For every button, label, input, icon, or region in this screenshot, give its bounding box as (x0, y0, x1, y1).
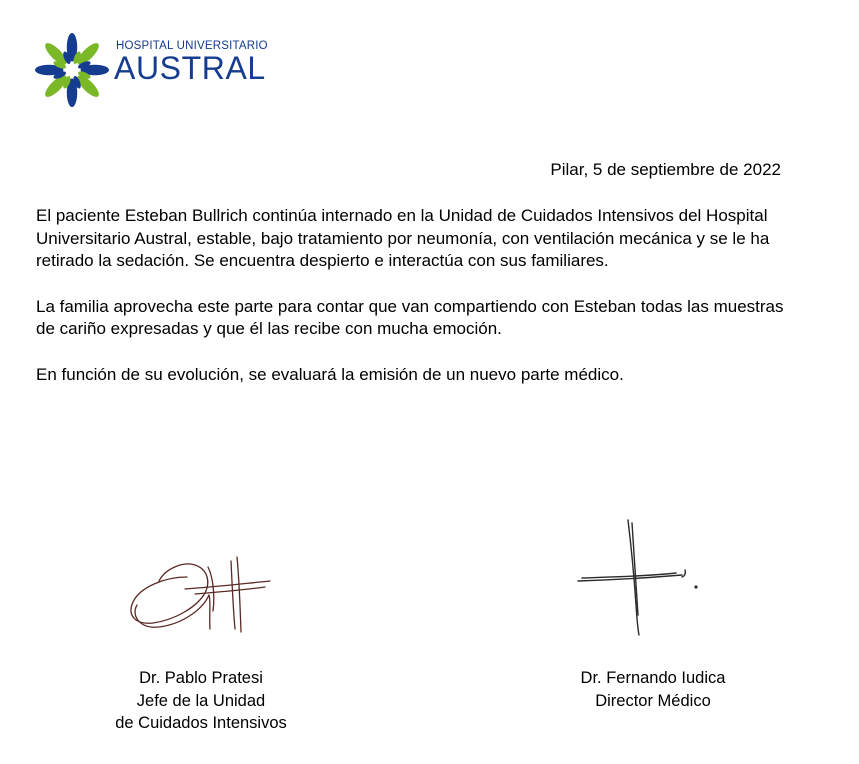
signer-right-name: Dr. Fernando Iudica (580, 669, 726, 687)
logo-subtitle: HOSPITAL UNIVERSITARIO (116, 40, 268, 52)
logo-title: AUSTRAL (114, 50, 266, 86)
hospital-logo (30, 30, 280, 110)
date-line: Pilar, 5 de septiembre de 2022 (550, 160, 781, 179)
letter-body (36, 205, 786, 409)
signature-right (572, 515, 707, 645)
flower-logo-icon (34, 32, 110, 108)
signature-left (125, 547, 280, 642)
signer-right-role-1: Director Médico (595, 691, 711, 710)
paragraph-1: El paciente Esteban Bullrich continúa internado en la Unidad de Cuidados Intensivos del Hospital Universitario Austral, estable, bajo tratamiento por neumonía, con ventilación mecánica y se le ha retirado la sedación. Se encuentra despierto e interactúa con sus familiares. (36, 206, 770, 270)
signer-right (555, 667, 751, 712)
signer-left-role-2: de Cuidados Intensivos (115, 714, 287, 732)
signer-left (100, 667, 302, 735)
signer-left-name: Dr. Pablo Pratesi (139, 669, 263, 687)
paragraph-2: La familia aprovecha este parte para contar que van compartiendo con Esteban todas las muestras de cariño expresadas y que él las recibe con mucha emoción. (36, 296, 784, 338)
paragraph-3: En función de su evolución, se evaluará la emisión de un nuevo parte médico. (36, 364, 624, 384)
signer-left-role-1: Jefe de la Unidad (136, 691, 266, 710)
